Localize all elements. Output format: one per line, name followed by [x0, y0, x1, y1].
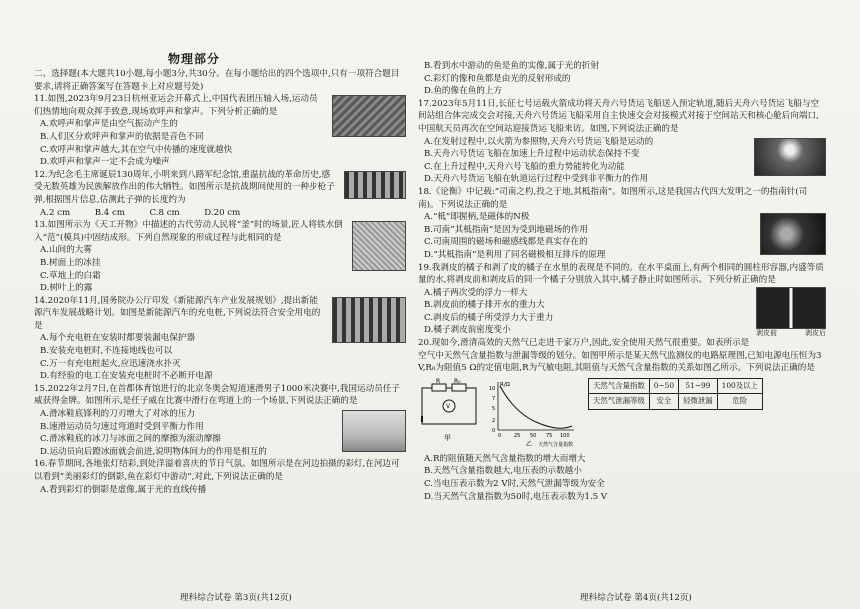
graph-ylabel: R/Ω — [500, 381, 510, 388]
tiangong-kaiwu-illustration — [352, 221, 406, 271]
question-14: 14.2020年11月,国务院办公厅印发《新能源汽车产业发展规划》,提出新能源汽车发展战略计划。如图是新能源汽车的充电桩,下列说法符合安全用电的是 A.每个充电桩在安装时都要装漏电保护器 B.安装充电桩时,不连接地线也可以 C.万一有充电桩起火,应迅速浇水扑灭 D.有经验的电工在安装充电桩时不必断开电源 — [34, 295, 406, 383]
charging-station-photo — [332, 297, 406, 343]
ytick-7: 7 — [492, 395, 496, 402]
gas-level-table — [588, 378, 763, 410]
question-16: 16.春节期间,各地张灯结彩,到处洋溢着喜庆的节日气氛。如图所示是在河边拍摄的彩灯,在河边可以看到“美丽彩灯的倒影,鱼在彩灯中游动”,对此,下列说法正确的是 A.看到彩灯的倒影是虚像,属于光的直线传播 — [34, 459, 400, 495]
circuit-and-graph — [418, 378, 578, 450]
r0-label: R₀ — [454, 377, 461, 385]
opening-ceremony-photo — [332, 95, 406, 137]
question-18: 18.《论衡》中记载:“司南之杓,投之于地,其柢指南”。如图所示,这是我国古代四大发明之一的指南针(司南)。下列说法正确的是 A.“柢”即握柄,是磁体的N极 B.司南“其柢指南”是因为受到地磁场的作用 C.司南周围的磁场和磁感线都是真实存在的 D.“其柢指南”是利用了同名磁极相互排斥的原理 — [418, 186, 826, 262]
question-15: 15.2022年2月7日,在首都体育馆进行的北京冬奥会短道速滑男子1000米决赛中,我国运动员任子威获得金牌。如图所示,是任子威在比赛中滑行在弯道上的一个场景,下列说法正确的是 A.滑冰鞋底锋利的刀刃增大了对冰的压力 B.速滑运动员匀速过弯道时受到平衡力作用 C.滑冰鞋底的冰刀与冰面之间的摩擦为滚动摩擦 D.运动员向后蹬冰面就会前进,说明物体间力的作用是相互的 — [34, 383, 406, 459]
xtick-0: 0 — [498, 432, 502, 439]
question-19: 19.我剥皮的橘子和剥了皮的橘子在水里的表现是不同的。在水平桌面上,有两个相同的圆柱形容器,内盛等质量的水,将剥皮前和剥皮后的同一个橘子分别放入其中,橘子静止时如图所示。下列分析正确的是 剥皮前 剥皮后 A.橘子两次受的浮力一样大 B.剥皮前的橘子排开水的重力大 C.剥皮后的橘子所受浮力大于重力 D.橘子剥皮前密度变小 — [418, 262, 826, 338]
voltmeter-label: V — [446, 402, 451, 410]
ytick-10: 10 — [489, 385, 496, 392]
caption-before-peel: 剥皮前 — [756, 328, 777, 337]
table-row: 天然气泄漏等级 安全 轻微泄漏 危险 — [589, 394, 763, 410]
caption-after-peel: 剥皮后 — [805, 328, 826, 337]
label-jia: 甲 — [444, 433, 451, 442]
question-17: 17.2023年5月11日,长征七号运载火箭成功将天舟六号货运飞船送入预定轨道,随后天舟六号货运飞船与空间站组合体完成交会对接,天舟六号货运飞船采用自主快速交会对接模式对接于空间站天和核心舱后向端口,中国航天员再次在空间站迎接货运飞船来访。如图,下列说法正确的是 A.在发射过程中,以火箭为参照物,天舟六号货运飞船是运动的 B.天舟六号货运飞船在加速上升过程中运动状态保持不变 C.在上升过程中,天舟六号飞船的重力势能转化为动能 D.天舟六号货运飞船在轨道运行过程中受到非平衡力的作用 — [418, 98, 826, 186]
footer-page-4: 理科综合试卷 第4页(共12页) — [580, 593, 692, 603]
ytick-5: 5 — [492, 405, 496, 412]
label-yi: 乙 — [526, 440, 533, 448]
right-column — [418, 60, 826, 591]
speed-skater-photo — [342, 410, 406, 452]
question-20: 20.现如今,滑清高效的天然气已走进千家万户,因此,安全使用天然气很重要。如表所示是空气中天然气含量指数与泄漏等级的划分。如图甲所示是某天然气监测仪的电路原理图,已知电源电压恒为3 V,R₀为阻值5 Ω的定值电阻,R为气敏电阻,其阻值与天然气含量指数的关系如图乙所示。下列说法正确的是 R R₀ V 甲 R/Ω 0 2 5 7 10 0 25 50 75 100 乙 天然气含量指数 天然气含量指数 0~50 51~99 100及以上 天然气泄漏等级 安全 轻微泄漏 危险 A.R的阻值随天然气含量指数的增大而增大 B.天然气含量指数越大,电压表的示数越小 C.当电压表示数为2 V时,天然气泄漏等级为安全 D.当天然气含量指数为50时,电压表示数为1.5 V — [418, 337, 826, 503]
xtick-25: 25 — [514, 432, 521, 439]
spacecraft-photo — [754, 138, 826, 176]
question-16-continued: B.看到水中游动的鱼是鱼的实像,属于光的折射 C.彩灯的像和鱼都是由光的反射形成的 D.鱼的像在鱼的上方 — [424, 61, 600, 97]
question-12: 12.为纪念毛主席诞辰130周年,小明来到八路军纪念馆,重温抗战的革命历史,感受无数英雄为民族解放作出的伟大牺牲。如图所示是抗战期间使用的一种步枪子弹,根据图片信息,估测此子弹的长度约为 A.2 cm B.4 cm C.8 cm D.20 cm — [34, 169, 406, 219]
left-column — [34, 68, 406, 591]
orange-figure — [756, 287, 826, 340]
section-heading: 二、选择题(本大题共10小题,每小题3分,共30分。在每小题给出的四个选项中,只有一项符合题目要求,请将正确答案写在答题卡上对应题号处) — [34, 69, 400, 92]
ytick-2: 2 — [492, 417, 496, 424]
bullet-photo — [344, 171, 406, 199]
footer-page-3: 理科综合试卷 第3页(共12页) — [180, 593, 292, 603]
xtick-100: 100 — [560, 432, 570, 439]
r-label: R — [436, 377, 441, 385]
resistance-graph — [498, 382, 574, 430]
xtick-75: 75 — [546, 432, 553, 439]
graph-xlabel: 天然气含量指数 — [538, 441, 574, 448]
question-11: 11.如图,2023年9月23日杭州亚运会开幕式上,中国代表团压轴入场,运动员们热情地向观众挥手致意,现场欢呼声和掌声。下列分析正确的是 A.欢呼声和掌声是由空气振动产生的 B.人们区分欢呼声和掌声的依据是音色不同 C.欢呼声和掌声越大,其在空气中传播的速度就越快 D.欢呼声和掌声一定不会成为噪声 — [34, 93, 406, 169]
page-title: 物理部分 — [168, 52, 221, 66]
sinan-compass-photo — [760, 213, 826, 255]
orange-beakers-photo — [756, 287, 826, 329]
table-row: 天然气含量指数 0~50 51~99 100及以上 — [589, 378, 763, 394]
question-13: 13.如图所示为《天工开物》中描述的古代劳动人民将“釜”时的场景,匠人将铁水倒入“范”(模具)中固结成形。下列自然现象的形成过程与此相同的是 A.山间的大雾 B.树面上的冰挂 C.草地上的白霜 D.树叶上的露 — [34, 219, 406, 295]
xtick-50: 50 — [530, 432, 537, 439]
question-20-figures — [418, 378, 826, 450]
ytick-0: 0 — [492, 427, 496, 434]
